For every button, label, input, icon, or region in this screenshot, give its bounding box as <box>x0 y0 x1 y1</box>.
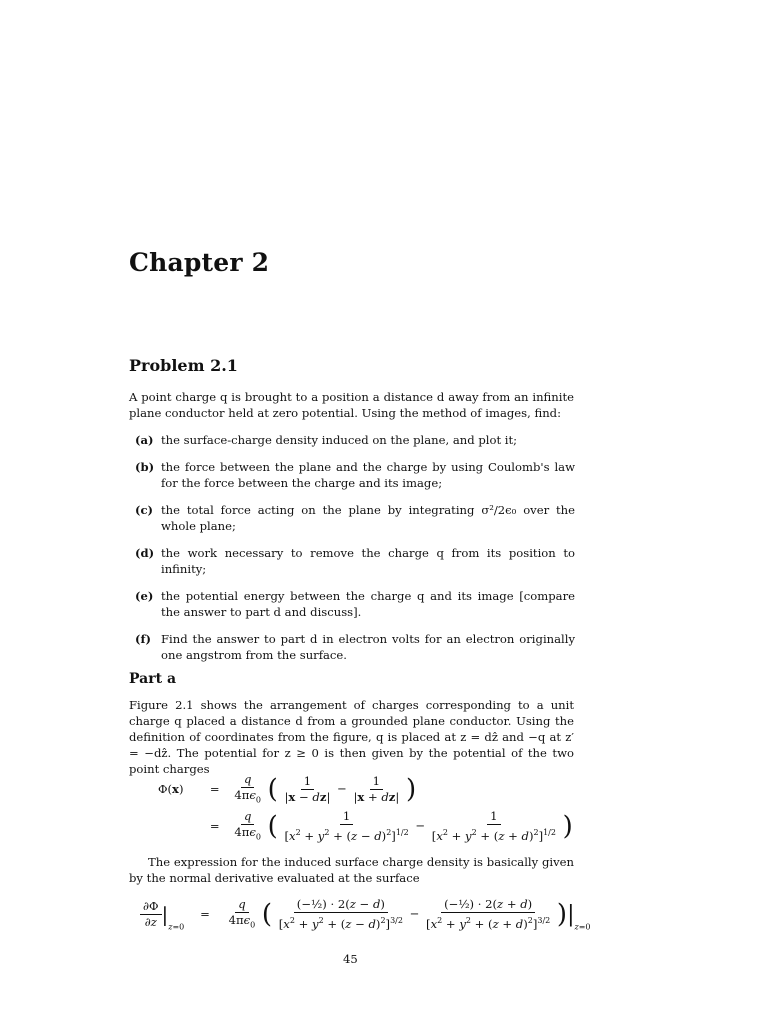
item-text: the potential energy between the charge q and its image [compare the answer to part d and discuss]. <box>161 589 575 619</box>
list-item <box>135 588 575 620</box>
item-label: (d) <box>135 546 155 560</box>
item-text: the work necessary to remove the charge q from its position to infinity; <box>161 546 575 576</box>
item-label: (f) <box>135 632 151 646</box>
section-paragraph: Figure 2.1 shows the arrangement of charges corresponding to a unit charge q placed a distance d from a grounded plane conductor. Using the definition of coordinates from the figure, q is placed at z = dẑ and −q at z′ = −dẑ. The potential for z ≥ 0 is then given by the potential of the two point charges <box>129 698 574 776</box>
list-item <box>135 631 575 663</box>
problem-items <box>135 432 575 674</box>
potential-equation-line2: = $\frac{q}{4\pi\epsilon_0}$ ( $\frac{1}{[x^2 + y^2 + (z - d)^2]^{1/2}}$ − $\frac{1}{[x^2 + y^2 + (z + d)^2]^{1/2}}$ ) <box>209 809 573 844</box>
item-label: (b) <box>135 460 155 474</box>
potential-equation-line1: Φ(x) = $\frac{q}{4\pi\epsilon_0}$ ( $\frac{1}{|x - dz|}$ − $\frac{1}{|x + dz|}$ ) <box>158 772 417 805</box>
derivative-equation: $\frac{\partial\Phi}{\partial z}$ $|_{z=0}$ = $\frac{q}{4\pi\epsilon_0}$ ( $\frac{\text{(−½) · 2(z − d)}}{[x^2 + y^2 + (z - d)^2]^{3/2}}$ − $\frac{\text{(−½) · 2(z + d)}}{[x^2 + y^2 + (z + d)^2]^{3/2}}$ )$|_{z=0}$ <box>140 898 591 932</box>
item-label: (c) <box>135 503 154 517</box>
item-text: Find the answer to part d in electron volts for an electron originally one angstrom from the surface. <box>161 632 575 662</box>
problem-intro: A point charge q is brought to a position a distance d away from an infinite plane conductor held at zero potential. Using the method of images, find: <box>129 390 574 420</box>
section-heading: Part a <box>129 671 177 687</box>
chapter-title: Chapter 2 <box>129 248 270 277</box>
list-item <box>135 545 575 577</box>
list-item <box>135 502 575 534</box>
item-label: (e) <box>135 589 154 603</box>
problem-title: Problem 2.1 <box>129 356 238 375</box>
item-text: the surface-charge density induced on the plane, and plot it; <box>161 433 518 447</box>
list-item <box>135 432 575 448</box>
surface-paragraph: The expression for the induced surface charge density is basically given by the normal derivative evaluated at the surface <box>129 855 574 885</box>
item-text: the force between the plane and the charge by using Coulomb's law for the force between the charge and its image; <box>161 460 575 490</box>
item-text: the total force acting on the plane by integrating σ²/2ϵ₀ over the whole plane; <box>161 503 575 533</box>
list-item <box>135 459 575 491</box>
item-label: (a) <box>135 433 154 447</box>
page-number: 45 <box>343 952 358 966</box>
